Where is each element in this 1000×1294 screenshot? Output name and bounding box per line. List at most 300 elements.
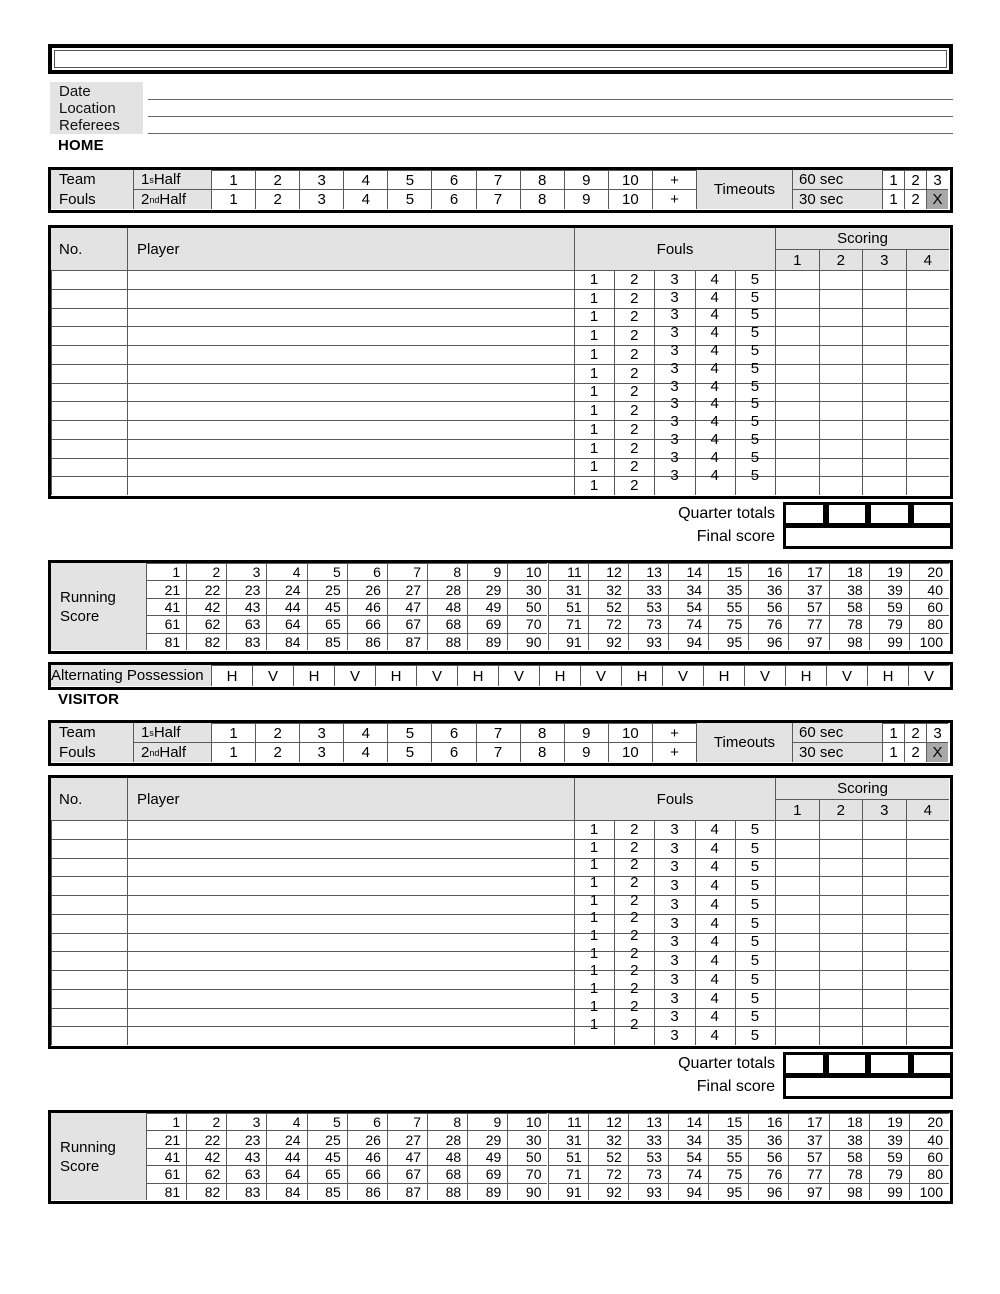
player-no-cell-visitor-8[interactable] bbox=[51, 951, 127, 970]
player-foul-box-home-8-1[interactable] bbox=[574, 401, 614, 420]
player-scoring-cell-visitor-4-q2[interactable] bbox=[819, 876, 863, 895]
player-no-cell-visitor-5[interactable] bbox=[51, 895, 127, 914]
team-fouls-cell-home-half1-2[interactable]: 2 bbox=[255, 170, 299, 189]
timeout-cell-visitor-60sec-1[interactable]: 1 bbox=[882, 723, 904, 742]
quarter-total-cell-home-q4[interactable] bbox=[911, 502, 954, 526]
player-scoring-cell-visitor-10-q3[interactable] bbox=[862, 989, 906, 1008]
player-foul-box-home-7-1[interactable] bbox=[574, 383, 614, 402]
player-foul-box-visitor-4-2[interactable] bbox=[614, 876, 654, 895]
player-scoring-cell-visitor-7-q3[interactable] bbox=[862, 933, 906, 952]
team-fouls-cell-visitor-half1-3[interactable]: 3 bbox=[299, 723, 343, 742]
final-score-cell-visitor[interactable] bbox=[783, 1075, 953, 1099]
team-fouls-cell-visitor-half2-4[interactable]: 4 bbox=[343, 742, 387, 762]
running-score-cell-visitor-73[interactable]: 73 bbox=[628, 1165, 668, 1182]
running-score-cell-visitor-26[interactable]: 26 bbox=[347, 1130, 387, 1147]
running-score-cell-home-24[interactable]: 24 bbox=[266, 580, 306, 597]
player-foul-box-home-9-3[interactable] bbox=[654, 420, 694, 439]
team-fouls-cell-home-half2-3[interactable]: 3 bbox=[299, 189, 343, 209]
player-foul-box-visitor-6-5[interactable] bbox=[735, 914, 775, 933]
player-foul-box-visitor-8-4[interactable] bbox=[695, 951, 735, 970]
timeout-cell-visitor-60sec-2[interactable]: 2 bbox=[904, 723, 926, 742]
player-foul-box-visitor-12-2[interactable] bbox=[614, 1026, 654, 1045]
running-score-cell-home-81[interactable]: 81 bbox=[146, 633, 186, 650]
player-foul-box-home-7-5[interactable] bbox=[735, 383, 775, 402]
player-no-cell-visitor-4[interactable] bbox=[51, 876, 127, 895]
player-no-cell-visitor-1[interactable] bbox=[51, 820, 127, 839]
info-input-location[interactable] bbox=[148, 101, 953, 117]
player-scoring-cell-visitor-3-q3[interactable] bbox=[862, 858, 906, 877]
player-foul-box-home-12-1[interactable] bbox=[574, 476, 614, 495]
player-scoring-cell-visitor-7-q1[interactable] bbox=[775, 933, 819, 952]
running-score-cell-visitor-13[interactable]: 13 bbox=[628, 1113, 668, 1130]
team-fouls-cell-visitor-half2-7[interactable]: 7 bbox=[476, 742, 520, 762]
player-foul-box-visitor-10-4[interactable] bbox=[695, 989, 735, 1008]
player-foul-box-home-9-2[interactable] bbox=[614, 420, 654, 439]
player-foul-box-home-12-5[interactable] bbox=[735, 476, 775, 495]
player-scoring-cell-home-5-q2[interactable] bbox=[819, 345, 863, 364]
running-score-cell-visitor-43[interactable]: 43 bbox=[226, 1148, 266, 1165]
running-score-cell-home-89[interactable]: 89 bbox=[467, 633, 507, 650]
team-fouls-cell-visitor-half2-+[interactable]: + bbox=[652, 742, 696, 762]
player-scoring-cell-home-9-q1[interactable] bbox=[775, 420, 819, 439]
player-scoring-cell-visitor-1-q3[interactable] bbox=[862, 820, 906, 839]
running-score-cell-home-86[interactable]: 86 bbox=[347, 633, 387, 650]
player-scoring-cell-home-8-q4[interactable] bbox=[906, 401, 950, 420]
player-no-cell-home-3[interactable] bbox=[51, 308, 127, 327]
running-score-cell-home-5[interactable]: 5 bbox=[307, 563, 347, 580]
player-foul-box-home-3-1[interactable] bbox=[574, 308, 614, 327]
running-score-cell-home-77[interactable]: 77 bbox=[788, 615, 828, 632]
alternating-possession-cell-13-H[interactable]: H bbox=[703, 665, 744, 686]
running-score-cell-home-75[interactable]: 75 bbox=[708, 615, 748, 632]
player-foul-box-visitor-5-5[interactable] bbox=[735, 895, 775, 914]
timeout-cell-home-60sec-3[interactable]: 3 bbox=[926, 170, 948, 189]
running-score-cell-visitor-14[interactable]: 14 bbox=[668, 1113, 708, 1130]
running-score-cell-home-12[interactable]: 12 bbox=[588, 563, 628, 580]
player-scoring-cell-home-12-q4[interactable] bbox=[906, 476, 950, 495]
running-score-cell-visitor-45[interactable]: 45 bbox=[307, 1148, 347, 1165]
player-foul-box-visitor-12-1[interactable] bbox=[574, 1026, 614, 1045]
team-fouls-cell-visitor-half2-5[interactable]: 5 bbox=[387, 742, 431, 762]
running-score-cell-visitor-53[interactable]: 53 bbox=[628, 1148, 668, 1165]
team-fouls-cell-home-half1-10[interactable]: 10 bbox=[608, 170, 652, 189]
running-score-cell-home-43[interactable]: 43 bbox=[226, 598, 266, 615]
player-name-cell-home-8[interactable] bbox=[127, 401, 574, 420]
player-foul-box-home-2-4[interactable] bbox=[695, 289, 735, 308]
player-scoring-cell-home-4-q3[interactable] bbox=[862, 326, 906, 345]
team-fouls-cell-visitor-half2-3[interactable]: 3 bbox=[299, 742, 343, 762]
team-fouls-cell-visitor-half1-9[interactable]: 9 bbox=[564, 723, 608, 742]
running-score-cell-home-48[interactable]: 48 bbox=[427, 598, 467, 615]
running-score-cell-home-78[interactable]: 78 bbox=[829, 615, 869, 632]
running-score-cell-visitor-1[interactable]: 1 bbox=[146, 1113, 186, 1130]
player-foul-box-home-7-4[interactable] bbox=[695, 383, 735, 402]
player-foul-box-visitor-8-2[interactable] bbox=[614, 951, 654, 970]
player-no-cell-home-10[interactable] bbox=[51, 439, 127, 458]
running-score-cell-home-61[interactable]: 61 bbox=[146, 615, 186, 632]
running-score-cell-visitor-27[interactable]: 27 bbox=[387, 1130, 427, 1147]
running-score-cell-home-76[interactable]: 76 bbox=[748, 615, 788, 632]
player-scoring-cell-home-9-q2[interactable] bbox=[819, 420, 863, 439]
player-name-cell-visitor-2[interactable] bbox=[127, 839, 574, 858]
player-scoring-cell-visitor-9-q2[interactable] bbox=[819, 970, 863, 989]
running-score-cell-home-87[interactable]: 87 bbox=[387, 633, 427, 650]
team-fouls-cell-home-half1-7[interactable]: 7 bbox=[476, 170, 520, 189]
player-name-cell-home-3[interactable] bbox=[127, 308, 574, 327]
title-input[interactable] bbox=[54, 50, 947, 68]
running-score-cell-visitor-12[interactable]: 12 bbox=[588, 1113, 628, 1130]
team-fouls-cell-visitor-half1-5[interactable]: 5 bbox=[387, 723, 431, 742]
title-box[interactable] bbox=[48, 44, 953, 74]
player-scoring-cell-visitor-12-q3[interactable] bbox=[862, 1026, 906, 1045]
player-name-cell-home-4[interactable] bbox=[127, 326, 574, 345]
running-score-cell-visitor-63[interactable]: 63 bbox=[226, 1165, 266, 1182]
running-score-cell-home-36[interactable]: 36 bbox=[748, 580, 788, 597]
alternating-possession-cell-10-V[interactable]: V bbox=[580, 665, 621, 686]
running-score-cell-visitor-84[interactable]: 84 bbox=[266, 1183, 306, 1200]
player-scoring-cell-home-5-q4[interactable] bbox=[906, 345, 950, 364]
team-fouls-cell-home-half2-9[interactable]: 9 bbox=[564, 189, 608, 209]
player-foul-box-home-11-2[interactable] bbox=[614, 458, 654, 477]
running-score-cell-home-82[interactable]: 82 bbox=[186, 633, 226, 650]
player-foul-box-visitor-10-3[interactable] bbox=[654, 989, 694, 1008]
player-name-cell-visitor-9[interactable] bbox=[127, 970, 574, 989]
player-foul-box-home-4-4[interactable] bbox=[695, 326, 735, 345]
team-fouls-cell-home-half2-5[interactable]: 5 bbox=[387, 189, 431, 209]
running-score-cell-home-55[interactable]: 55 bbox=[708, 598, 748, 615]
running-score-cell-visitor-57[interactable]: 57 bbox=[788, 1148, 828, 1165]
running-score-cell-home-19[interactable]: 19 bbox=[869, 563, 909, 580]
player-foul-box-home-3-2[interactable] bbox=[614, 308, 654, 327]
team-fouls-cell-home-half1-6[interactable]: 6 bbox=[431, 170, 475, 189]
running-score-cell-home-22[interactable]: 22 bbox=[186, 580, 226, 597]
running-score-cell-visitor-92[interactable]: 92 bbox=[588, 1183, 628, 1200]
team-fouls-cell-visitor-half2-8[interactable]: 8 bbox=[520, 742, 564, 762]
player-foul-box-visitor-9-5[interactable] bbox=[735, 970, 775, 989]
running-score-cell-home-79[interactable]: 79 bbox=[869, 615, 909, 632]
running-score-cell-visitor-21[interactable]: 21 bbox=[146, 1130, 186, 1147]
player-foul-box-home-5-5[interactable] bbox=[735, 345, 775, 364]
player-name-cell-visitor-1[interactable] bbox=[127, 820, 574, 839]
running-score-cell-home-1[interactable]: 1 bbox=[146, 563, 186, 580]
player-scoring-cell-home-9-q4[interactable] bbox=[906, 420, 950, 439]
quarter-total-cell-home-q1[interactable] bbox=[783, 502, 826, 526]
running-score-cell-visitor-82[interactable]: 82 bbox=[186, 1183, 226, 1200]
player-foul-box-visitor-10-1[interactable] bbox=[574, 989, 614, 1008]
player-foul-box-home-7-3[interactable] bbox=[654, 383, 694, 402]
running-score-cell-home-23[interactable]: 23 bbox=[226, 580, 266, 597]
player-foul-box-visitor-11-4[interactable] bbox=[695, 1008, 735, 1027]
running-score-cell-home-85[interactable]: 85 bbox=[307, 633, 347, 650]
player-name-cell-visitor-5[interactable] bbox=[127, 895, 574, 914]
player-scoring-cell-visitor-9-q3[interactable] bbox=[862, 970, 906, 989]
timeout-cell-home-30sec-2[interactable]: 2 bbox=[904, 189, 926, 209]
player-foul-box-visitor-4-1[interactable] bbox=[574, 876, 614, 895]
running-score-cell-visitor-61[interactable]: 61 bbox=[146, 1165, 186, 1182]
team-fouls-cell-home-half2-+[interactable]: + bbox=[652, 189, 696, 209]
running-score-cell-home-17[interactable]: 17 bbox=[788, 563, 828, 580]
running-score-cell-visitor-80[interactable]: 80 bbox=[909, 1165, 949, 1182]
running-score-cell-visitor-52[interactable]: 52 bbox=[588, 1148, 628, 1165]
alternating-possession-cell-17-H[interactable]: H bbox=[867, 665, 908, 686]
running-score-cell-home-40[interactable]: 40 bbox=[909, 580, 949, 597]
player-foul-box-visitor-1-4[interactable] bbox=[695, 820, 735, 839]
player-foul-box-visitor-3-2[interactable] bbox=[614, 858, 654, 877]
player-no-cell-visitor-6[interactable] bbox=[51, 914, 127, 933]
running-score-cell-home-94[interactable]: 94 bbox=[668, 633, 708, 650]
player-scoring-cell-home-7-q1[interactable] bbox=[775, 383, 819, 402]
player-foul-box-home-7-2[interactable] bbox=[614, 383, 654, 402]
running-score-cell-home-67[interactable]: 67 bbox=[387, 615, 427, 632]
player-scoring-cell-visitor-7-q2[interactable] bbox=[819, 933, 863, 952]
player-scoring-cell-visitor-7-q4[interactable] bbox=[906, 933, 950, 952]
quarter-total-cell-home-q2[interactable] bbox=[826, 502, 869, 526]
player-foul-box-home-1-1[interactable] bbox=[574, 270, 614, 289]
alternating-possession-cell-11-H[interactable]: H bbox=[621, 665, 662, 686]
running-score-cell-visitor-58[interactable]: 58 bbox=[829, 1148, 869, 1165]
timeout-cell-visitor-30sec-1[interactable]: 1 bbox=[882, 742, 904, 762]
player-no-cell-visitor-9[interactable] bbox=[51, 970, 127, 989]
timeout-cell-home-30sec-1[interactable]: 1 bbox=[882, 189, 904, 209]
running-score-cell-home-11[interactable]: 11 bbox=[548, 563, 588, 580]
running-score-cell-home-68[interactable]: 68 bbox=[427, 615, 467, 632]
running-score-cell-home-45[interactable]: 45 bbox=[307, 598, 347, 615]
running-score-cell-home-80[interactable]: 80 bbox=[909, 615, 949, 632]
running-score-cell-visitor-76[interactable]: 76 bbox=[748, 1165, 788, 1182]
player-scoring-cell-visitor-2-q2[interactable] bbox=[819, 839, 863, 858]
player-scoring-cell-home-6-q1[interactable] bbox=[775, 364, 819, 383]
running-score-cell-home-50[interactable]: 50 bbox=[507, 598, 547, 615]
running-score-cell-home-72[interactable]: 72 bbox=[588, 615, 628, 632]
running-score-cell-home-60[interactable]: 60 bbox=[909, 598, 949, 615]
running-score-cell-visitor-41[interactable]: 41 bbox=[146, 1148, 186, 1165]
player-foul-box-visitor-9-4[interactable] bbox=[695, 970, 735, 989]
running-score-cell-visitor-55[interactable]: 55 bbox=[708, 1148, 748, 1165]
player-scoring-cell-visitor-5-q3[interactable] bbox=[862, 895, 906, 914]
player-foul-box-home-2-1[interactable] bbox=[574, 289, 614, 308]
player-foul-box-home-11-1[interactable] bbox=[574, 458, 614, 477]
player-foul-box-visitor-2-5[interactable] bbox=[735, 839, 775, 858]
running-score-cell-visitor-54[interactable]: 54 bbox=[668, 1148, 708, 1165]
player-scoring-cell-home-6-q2[interactable] bbox=[819, 364, 863, 383]
team-fouls-cell-visitor-half1-7[interactable]: 7 bbox=[476, 723, 520, 742]
running-score-cell-visitor-18[interactable]: 18 bbox=[829, 1113, 869, 1130]
player-scoring-cell-home-10-q2[interactable] bbox=[819, 439, 863, 458]
team-fouls-cell-home-half2-4[interactable]: 4 bbox=[343, 189, 387, 209]
running-score-cell-visitor-72[interactable]: 72 bbox=[588, 1165, 628, 1182]
player-scoring-cell-home-2-q1[interactable] bbox=[775, 289, 819, 308]
running-score-cell-home-8[interactable]: 8 bbox=[427, 563, 467, 580]
player-scoring-cell-home-7-q2[interactable] bbox=[819, 383, 863, 402]
player-scoring-cell-visitor-2-q3[interactable] bbox=[862, 839, 906, 858]
player-name-cell-visitor-10[interactable] bbox=[127, 989, 574, 1008]
running-score-cell-visitor-99[interactable]: 99 bbox=[869, 1183, 909, 1200]
player-name-cell-home-2[interactable] bbox=[127, 289, 574, 308]
player-name-cell-home-5[interactable] bbox=[127, 345, 574, 364]
team-fouls-cell-visitor-half2-6[interactable]: 6 bbox=[431, 742, 475, 762]
player-no-cell-visitor-10[interactable] bbox=[51, 989, 127, 1008]
player-scoring-cell-visitor-3-q1[interactable] bbox=[775, 858, 819, 877]
running-score-cell-visitor-50[interactable]: 50 bbox=[507, 1148, 547, 1165]
player-scoring-cell-home-4-q4[interactable] bbox=[906, 326, 950, 345]
player-scoring-cell-visitor-12-q1[interactable] bbox=[775, 1026, 819, 1045]
running-score-cell-visitor-86[interactable]: 86 bbox=[347, 1183, 387, 1200]
team-fouls-cell-visitor-half2-1[interactable]: 1 bbox=[211, 742, 255, 762]
running-score-cell-visitor-89[interactable]: 89 bbox=[467, 1183, 507, 1200]
running-score-cell-visitor-19[interactable]: 19 bbox=[869, 1113, 909, 1130]
running-score-cell-visitor-17[interactable]: 17 bbox=[788, 1113, 828, 1130]
team-fouls-cell-visitor-half1-10[interactable]: 10 bbox=[608, 723, 652, 742]
player-foul-box-home-1-4[interactable] bbox=[695, 270, 735, 289]
player-foul-box-visitor-5-4[interactable] bbox=[695, 895, 735, 914]
running-score-cell-home-96[interactable]: 96 bbox=[748, 633, 788, 650]
player-scoring-cell-visitor-5-q4[interactable] bbox=[906, 895, 950, 914]
player-scoring-cell-home-12-q3[interactable] bbox=[862, 476, 906, 495]
player-foul-box-visitor-3-4[interactable] bbox=[695, 858, 735, 877]
player-foul-box-home-6-5[interactable] bbox=[735, 364, 775, 383]
player-scoring-cell-home-3-q3[interactable] bbox=[862, 308, 906, 327]
running-score-cell-home-84[interactable]: 84 bbox=[266, 633, 306, 650]
running-score-cell-visitor-88[interactable]: 88 bbox=[427, 1183, 467, 1200]
running-score-cell-home-54[interactable]: 54 bbox=[668, 598, 708, 615]
player-foul-box-home-10-5[interactable] bbox=[735, 439, 775, 458]
running-score-cell-visitor-65[interactable]: 65 bbox=[307, 1165, 347, 1182]
team-fouls-cell-home-half1-+[interactable]: + bbox=[652, 170, 696, 189]
player-foul-box-home-8-2[interactable] bbox=[614, 401, 654, 420]
player-foul-box-home-3-3[interactable] bbox=[654, 308, 694, 327]
team-fouls-cell-home-half2-6[interactable]: 6 bbox=[431, 189, 475, 209]
alternating-possession-cell-8-V[interactable]: V bbox=[498, 665, 539, 686]
player-scoring-cell-home-7-q3[interactable] bbox=[862, 383, 906, 402]
player-foul-box-visitor-7-2[interactable] bbox=[614, 933, 654, 952]
running-score-cell-visitor-60[interactable]: 60 bbox=[909, 1148, 949, 1165]
player-foul-box-home-8-3[interactable] bbox=[654, 401, 694, 420]
player-foul-box-visitor-4-5[interactable] bbox=[735, 876, 775, 895]
running-score-cell-visitor-87[interactable]: 87 bbox=[387, 1183, 427, 1200]
timeout-cell-visitor-60sec-3[interactable]: 3 bbox=[926, 723, 948, 742]
player-foul-box-home-4-2[interactable] bbox=[614, 326, 654, 345]
running-score-cell-visitor-64[interactable]: 64 bbox=[266, 1165, 306, 1182]
running-score-cell-home-32[interactable]: 32 bbox=[588, 580, 628, 597]
running-score-cell-home-6[interactable]: 6 bbox=[347, 563, 387, 580]
running-score-cell-visitor-31[interactable]: 31 bbox=[548, 1130, 588, 1147]
player-foul-box-home-1-5[interactable] bbox=[735, 270, 775, 289]
player-scoring-cell-home-8-q3[interactable] bbox=[862, 401, 906, 420]
timeout-cell-visitor-30sec-2[interactable]: 2 bbox=[904, 742, 926, 762]
alternating-possession-cell-3-H[interactable]: H bbox=[293, 665, 334, 686]
running-score-cell-home-37[interactable]: 37 bbox=[788, 580, 828, 597]
player-name-cell-home-10[interactable] bbox=[127, 439, 574, 458]
player-foul-box-home-6-4[interactable] bbox=[695, 364, 735, 383]
running-score-cell-home-39[interactable]: 39 bbox=[869, 580, 909, 597]
running-score-cell-visitor-34[interactable]: 34 bbox=[668, 1130, 708, 1147]
alternating-possession-cell-4-V[interactable]: V bbox=[334, 665, 375, 686]
running-score-cell-visitor-22[interactable]: 22 bbox=[186, 1130, 226, 1147]
player-foul-box-home-12-4[interactable] bbox=[695, 476, 735, 495]
player-scoring-cell-visitor-8-q4[interactable] bbox=[906, 951, 950, 970]
player-scoring-cell-visitor-9-q4[interactable] bbox=[906, 970, 950, 989]
player-no-cell-home-8[interactable] bbox=[51, 401, 127, 420]
running-score-cell-home-34[interactable]: 34 bbox=[668, 580, 708, 597]
running-score-cell-home-28[interactable]: 28 bbox=[427, 580, 467, 597]
alternating-possession-cell-2-V[interactable]: V bbox=[252, 665, 293, 686]
running-score-cell-visitor-7[interactable]: 7 bbox=[387, 1113, 427, 1130]
player-scoring-cell-visitor-11-q1[interactable] bbox=[775, 1008, 819, 1027]
running-score-cell-home-20[interactable]: 20 bbox=[909, 563, 949, 580]
running-score-cell-visitor-6[interactable]: 6 bbox=[347, 1113, 387, 1130]
player-foul-box-visitor-1-2[interactable] bbox=[614, 820, 654, 839]
running-score-cell-home-13[interactable]: 13 bbox=[628, 563, 668, 580]
player-scoring-cell-visitor-8-q1[interactable] bbox=[775, 951, 819, 970]
player-foul-box-home-9-4[interactable] bbox=[695, 420, 735, 439]
player-no-cell-home-9[interactable] bbox=[51, 420, 127, 439]
running-score-cell-visitor-62[interactable]: 62 bbox=[186, 1165, 226, 1182]
player-foul-box-visitor-6-4[interactable] bbox=[695, 914, 735, 933]
player-foul-box-visitor-2-2[interactable] bbox=[614, 839, 654, 858]
player-scoring-cell-home-6-q4[interactable] bbox=[906, 364, 950, 383]
running-score-cell-home-25[interactable]: 25 bbox=[307, 580, 347, 597]
running-score-cell-visitor-100[interactable]: 100 bbox=[909, 1183, 949, 1200]
running-score-cell-home-53[interactable]: 53 bbox=[628, 598, 668, 615]
running-score-cell-visitor-85[interactable]: 85 bbox=[307, 1183, 347, 1200]
player-no-cell-visitor-12[interactable] bbox=[51, 1026, 127, 1045]
running-score-cell-visitor-4[interactable]: 4 bbox=[266, 1113, 306, 1130]
running-score-cell-home-27[interactable]: 27 bbox=[387, 580, 427, 597]
running-score-cell-home-95[interactable]: 95 bbox=[708, 633, 748, 650]
player-scoring-cell-home-2-q4[interactable] bbox=[906, 289, 950, 308]
quarter-total-cell-home-q3[interactable] bbox=[868, 502, 911, 526]
player-name-cell-visitor-4[interactable] bbox=[127, 876, 574, 895]
team-fouls-cell-visitor-half1-4[interactable]: 4 bbox=[343, 723, 387, 742]
team-fouls-cell-home-half2-7[interactable]: 7 bbox=[476, 189, 520, 209]
player-foul-box-visitor-11-1[interactable] bbox=[574, 1008, 614, 1027]
running-score-cell-home-38[interactable]: 38 bbox=[829, 580, 869, 597]
player-foul-box-visitor-12-5[interactable] bbox=[735, 1026, 775, 1045]
player-scoring-cell-visitor-5-q2[interactable] bbox=[819, 895, 863, 914]
player-scoring-cell-home-5-q1[interactable] bbox=[775, 345, 819, 364]
alternating-possession-cell-9-H[interactable]: H bbox=[539, 665, 580, 686]
team-fouls-cell-home-half1-4[interactable]: 4 bbox=[343, 170, 387, 189]
player-scoring-cell-home-11-q2[interactable] bbox=[819, 458, 863, 477]
running-score-cell-home-30[interactable]: 30 bbox=[507, 580, 547, 597]
player-foul-box-visitor-3-1[interactable] bbox=[574, 858, 614, 877]
team-fouls-cell-visitor-half2-9[interactable]: 9 bbox=[564, 742, 608, 762]
running-score-cell-visitor-78[interactable]: 78 bbox=[829, 1165, 869, 1182]
running-score-cell-visitor-39[interactable]: 39 bbox=[869, 1130, 909, 1147]
running-score-cell-visitor-16[interactable]: 16 bbox=[748, 1113, 788, 1130]
team-fouls-cell-home-half2-8[interactable]: 8 bbox=[520, 189, 564, 209]
player-no-cell-home-12[interactable] bbox=[51, 476, 127, 495]
running-score-cell-home-7[interactable]: 7 bbox=[387, 563, 427, 580]
running-score-cell-visitor-71[interactable]: 71 bbox=[548, 1165, 588, 1182]
running-score-cell-visitor-9[interactable]: 9 bbox=[467, 1113, 507, 1130]
player-foul-box-home-9-1[interactable] bbox=[574, 420, 614, 439]
player-foul-box-visitor-7-4[interactable] bbox=[695, 933, 735, 952]
running-score-cell-visitor-94[interactable]: 94 bbox=[668, 1183, 708, 1200]
player-scoring-cell-visitor-1-q1[interactable] bbox=[775, 820, 819, 839]
player-name-cell-home-9[interactable] bbox=[127, 420, 574, 439]
player-foul-box-visitor-1-3[interactable] bbox=[654, 820, 694, 839]
player-foul-box-visitor-12-4[interactable] bbox=[695, 1026, 735, 1045]
running-score-cell-visitor-47[interactable]: 47 bbox=[387, 1148, 427, 1165]
player-foul-box-visitor-2-3[interactable] bbox=[654, 839, 694, 858]
player-scoring-cell-visitor-1-q2[interactable] bbox=[819, 820, 863, 839]
alternating-possession-cell-16-V[interactable]: V bbox=[826, 665, 867, 686]
player-foul-box-visitor-7-5[interactable] bbox=[735, 933, 775, 952]
running-score-cell-visitor-32[interactable]: 32 bbox=[588, 1130, 628, 1147]
running-score-cell-visitor-3[interactable]: 3 bbox=[226, 1113, 266, 1130]
running-score-cell-visitor-77[interactable]: 77 bbox=[788, 1165, 828, 1182]
